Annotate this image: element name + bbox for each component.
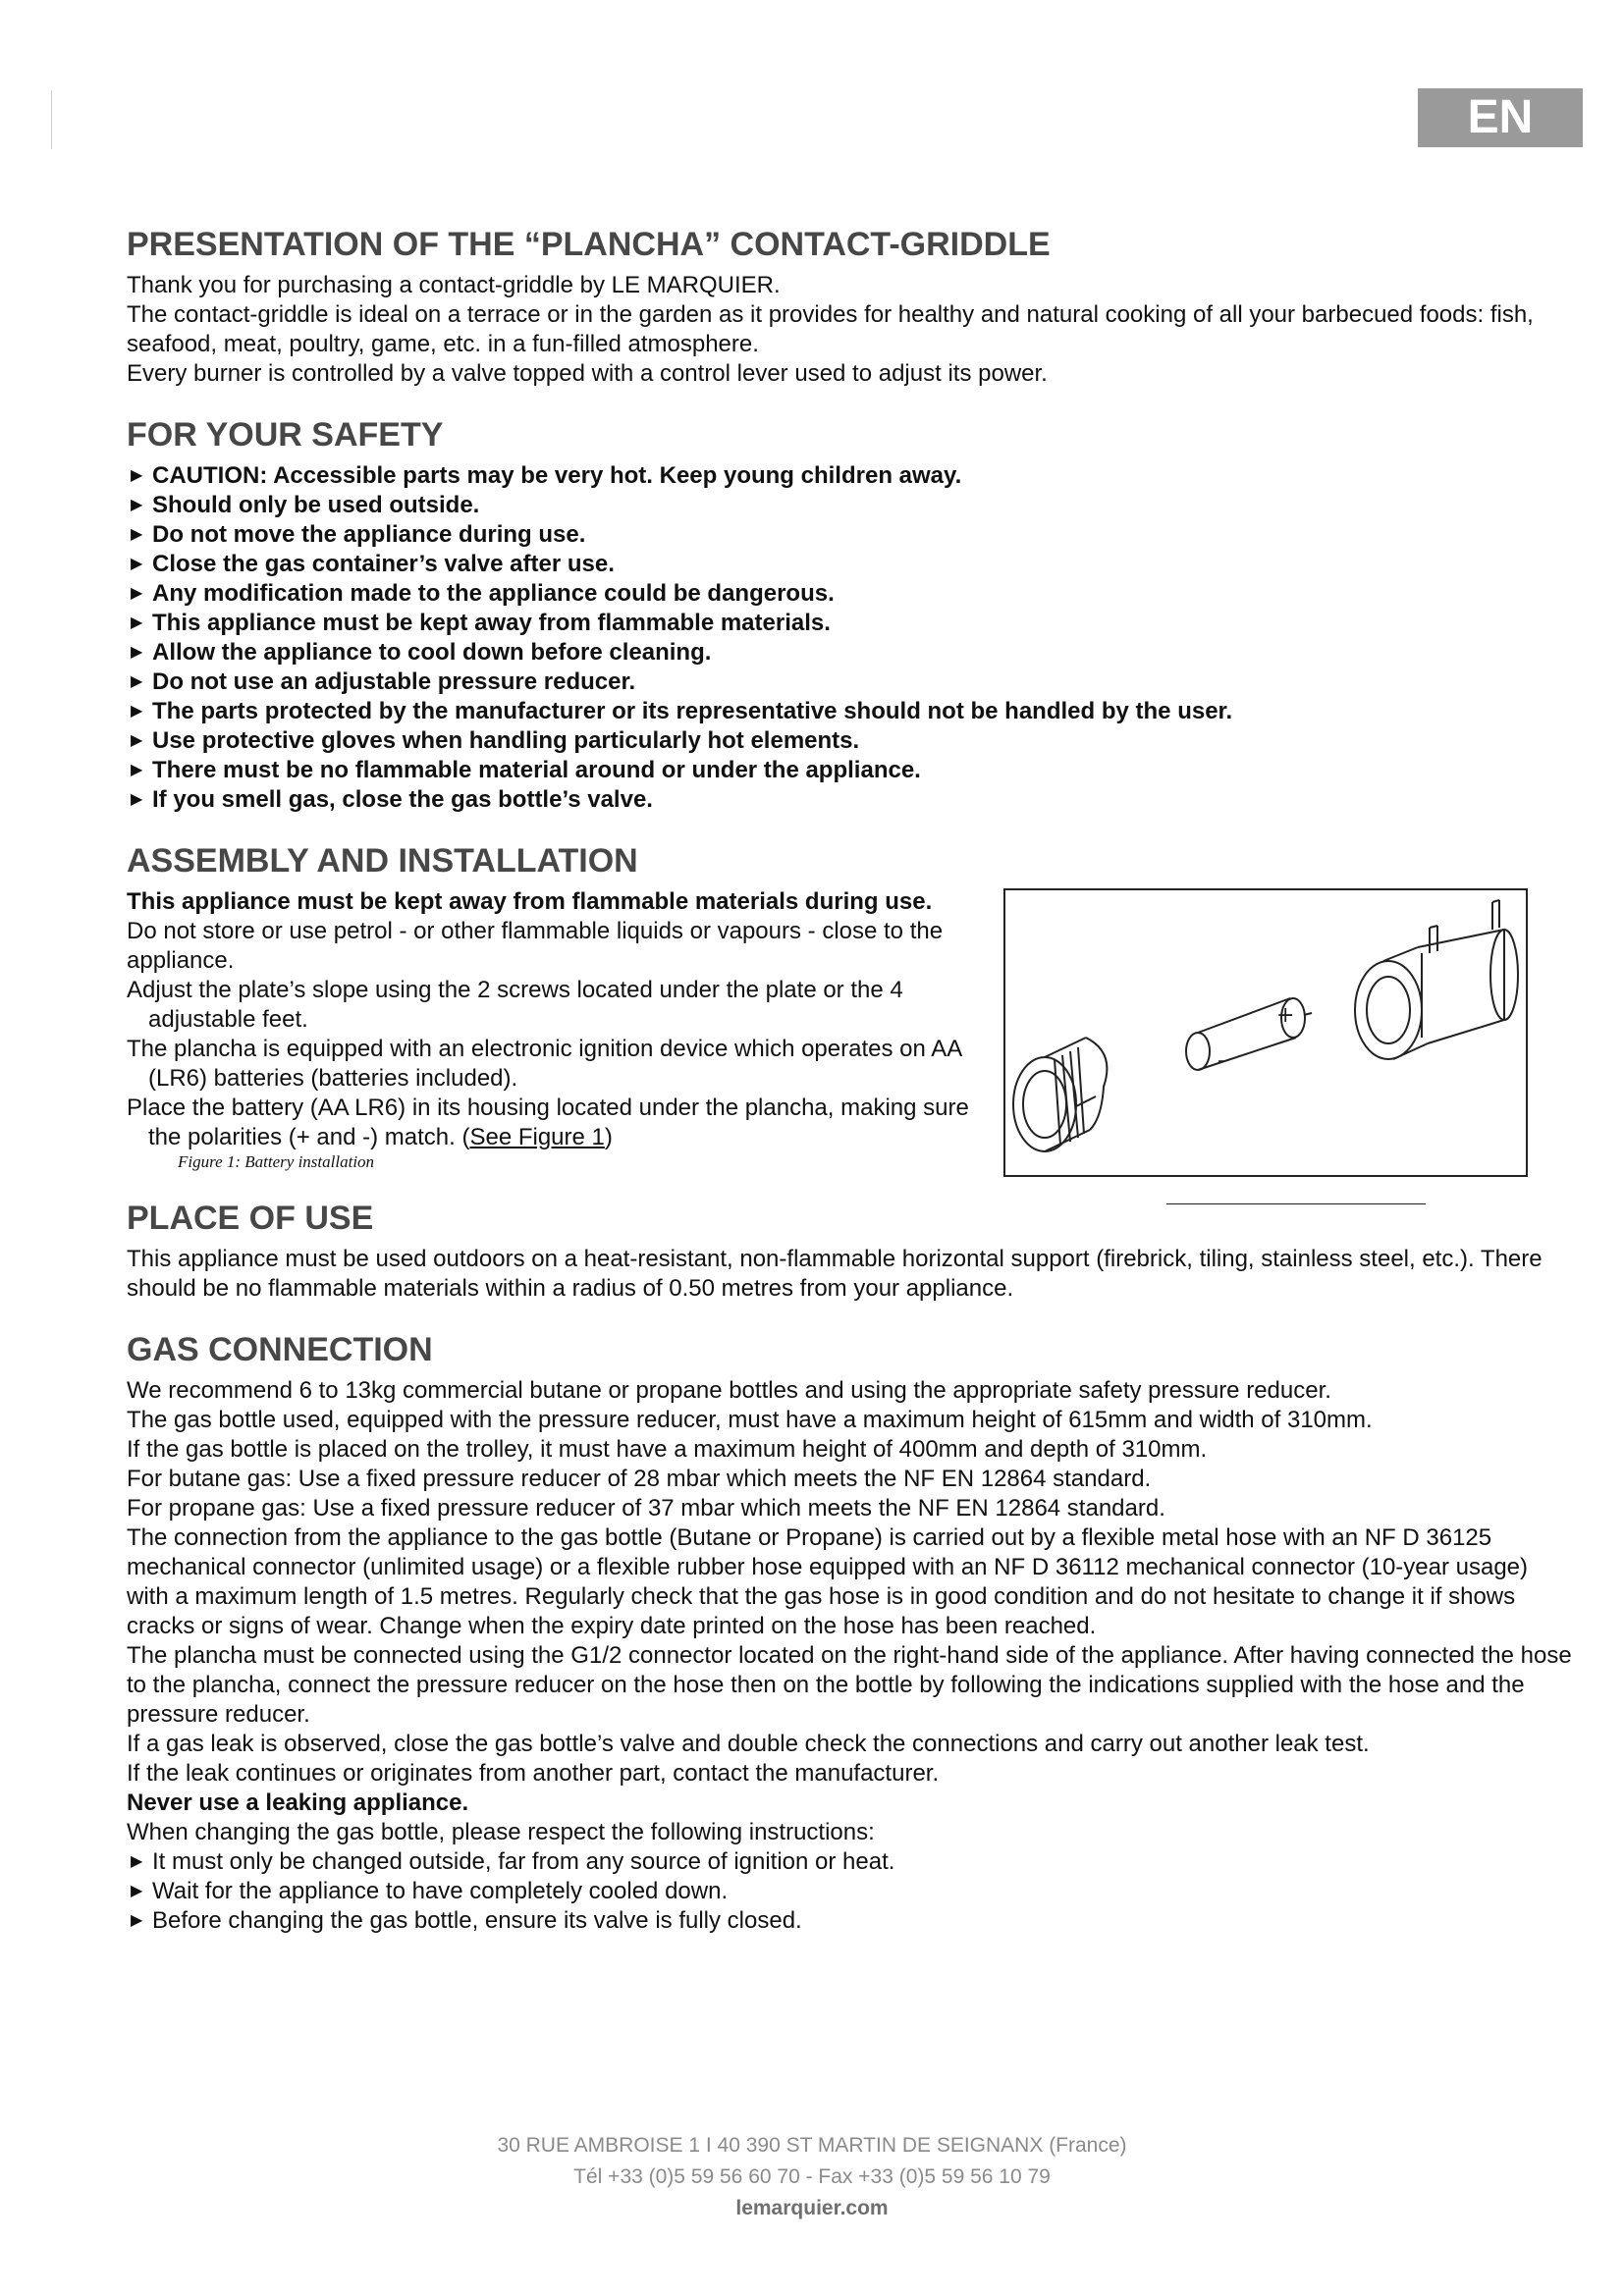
contact-terminal [1430,926,1437,953]
bullet-arrow-icon: ▶ [131,497,143,513]
presentation-line: Thank you for purchasing a contact-griddle by LE MARQUIER. [127,272,781,298]
assembly-text [127,887,991,1172]
gas-line: We recommend 6 to 13kg commercial butane or propane bottles and using the appropriate safety pressure reducer. [127,1377,1331,1404]
safety-item: ▶ If you smell gas, close the gas bottle’s valve. [131,786,653,813]
plus-label: + [1276,1003,1295,1028]
bullet-arrow-icon: ▶ [131,644,143,661]
bullet-arrow-icon: ▶ [131,614,143,631]
battery-instruction: Place the battery (AA LR6) in its housing located under the plancha, making sure the polarities (+ and -) match. (See Figure 1) [127,1095,969,1150]
gas-item: ▶ Before changing the gas bottle, ensure its valve is fully closed. [131,1907,802,1934]
minus-label: - [1218,1048,1225,1073]
assembly-title: ASSEMBLY AND INSTALLATION [127,842,638,880]
safety-item: ▶ Close the gas container’s valve after use. [131,551,615,577]
place-text: This appliance must be used outdoors on a heat-resistant, non-flammable horizontal support (firebrick, tiling, stainless steel, etc.). There should be no flammable materials within a radius of 0.50 metres from your appliance. [127,1246,1543,1302]
gas-intro: When changing the gas bottle, please respect the following instructions: [127,1819,875,1845]
gas-item: ▶ It must only be changed outside, far from any source of ignition or heat. [131,1848,895,1875]
place-section [127,1198,1575,1304]
bullet-arrow-icon: ▶ [131,762,143,778]
presentation-line: The contact-griddle is ideal on a terrace or in the garden as it provides for healthy and natural cooking of all your barbecued foods: fish, seafood, meat, poultry, game, etc. in a fun-filled atmosphere. [127,301,1534,357]
bullet-arrow-icon: ▶ [131,556,143,572]
assembly-line: Adjust the plate’s slope using the 2 screws located under the plate or the 4 adjustable feet. [127,977,903,1033]
gas-line: If a gas leak is observed, close the gas bottle’s valve and double check the connections and carry out another leak test. [127,1731,1370,1757]
battery-installation-drawing [1005,890,1526,1175]
safety-item: ▶ Use protective gloves when handling particularly hot elements. [131,727,860,754]
gas-line: The connection from the appliance to the gas bottle (Butane or Propane) is carried out by a flexible metal hose with an NF D 36125 mechanical connector (unlimited usage) or a flexible rubber hose equipped with an NF D 36112 mechanical connector (10-year usage) with a maximum length of 1.5 metres. Regularly check that the gas hose is in good condition and do not hesitate to change it if shows cracks or signs of wear. Change when the expiry date printed on the hose has been reached. [127,1524,1529,1639]
gas-section [127,1329,1575,1936]
safety-title: FOR YOUR SAFETY [127,416,444,454]
safety-item: ▶ Should only be used outside. [131,492,480,518]
gas-line: The plancha must be connected using the G1/2 connector located on the right-hand side of the appliance. After having connected the hose to the plancha, connect the pressure reducer on the hose then on the bottle by following the indications supplied with the hose and the pressure reducer. [127,1642,1572,1728]
presentation-line: Every burner is controlled by a valve topped with a control lever used to adjust its power. [127,360,1048,387]
gas-list [127,1847,1575,1936]
footer-phone: Tél +33 (0)5 59 56 60 70 - Fax +33 (0)5 59 56 10 79 [573,2165,1051,2188]
gas-line: The gas bottle used, equipped with the pressure reducer, must have a maximum height of 615mm and width of 310mm. [127,1407,1373,1433]
bullet-arrow-icon: ▶ [131,673,143,690]
bullet-arrow-icon: ▶ [131,585,143,602]
gas-item: ▶ Wait for the appliance to have completely cooled down. [131,1878,729,1904]
gas-title: GAS CONNECTION [127,1331,433,1368]
battery-figure [1003,888,1528,1177]
bullet-arrow-icon: ▶ [131,1912,143,1929]
assembly-line: The plancha is equipped with an electronic ignition device which operates on AA (LR6) batteries (batteries included). [127,1036,961,1092]
assembly-warning: This appliance must be kept away from flammable materials during use. [127,888,933,915]
gas-line: For propane gas: Use a fixed pressure reducer of 37 mbar which meets the NF EN 12864 standard. [127,1495,1165,1522]
bullet-arrow-icon: ▶ [131,526,143,543]
bullet-arrow-icon: ▶ [131,703,143,720]
presentation-section [127,224,1575,389]
page-footer [0,2130,1624,2224]
bullet-arrow-icon: ▶ [131,1853,143,1870]
safety-item: ▶ Any modification made to the appliance could be dangerous. [131,580,835,607]
safety-list [127,461,1575,815]
safety-item: ▶ Allow the appliance to cool down before cleaning. [131,639,712,666]
place-title: PLACE OF USE [127,1200,374,1237]
gas-warning: Never use a leaking appliance. [127,1789,469,1816]
battery-end [1186,1033,1210,1070]
see-figure-link[interactable]: See Figure 1 [469,1124,605,1150]
gas-line: If the gas bottle is placed on the trolley, it must have a maximum height of 400mm and depth of 310mm. [127,1436,1208,1463]
safety-item: ▶ Do not move the appliance during use. [131,521,586,548]
safety-item: ▶ CAUTION: Accessible parts may be very hot. Keep young children away. [131,462,962,489]
safety-item: ▶ Do not use an adjustable pressure reducer. [131,668,636,695]
gas-line: If the leak continues or originates from another part, contact the manufacturer. [127,1760,940,1787]
bullet-arrow-icon: ▶ [131,732,143,749]
bullet-arrow-icon: ▶ [131,467,143,484]
figure-underline [1166,1203,1426,1204]
assembly-line: Do not store or use petrol - or other flammable liquids or vapours - close to the appliance. [127,918,944,974]
safety-item: ▶ The parts protected by the manufacturer or its representative should not be handled by the user. [131,698,1233,724]
safety-section [127,414,1575,815]
safety-item: ▶ This appliance must be kept away from flammable materials. [131,610,831,636]
bullet-arrow-icon: ▶ [131,1883,143,1899]
footer-website[interactable]: lemarquier.com [735,2197,889,2219]
language-badge: EN [1418,88,1583,147]
margin-rule [51,90,52,149]
presentation-title: PRESENTATION OF THE “PLANCHA” CONTACT-GRIDDLE [127,226,1051,263]
safety-item: ▶ There must be no flammable material around or under the appliance. [131,757,921,783]
bullet-arrow-icon: ▶ [131,791,143,808]
figure-caption: Figure 1: Battery installation [178,1152,375,1171]
footer-address: 30 RUE AMBROISE 1 I 40 390 ST MARTIN DE SEIGNANX (France) [497,2134,1127,2157]
gas-line: For butane gas: Use a fixed pressure reducer of 28 mbar which meets the NF EN 12864 standard. [127,1466,1152,1492]
